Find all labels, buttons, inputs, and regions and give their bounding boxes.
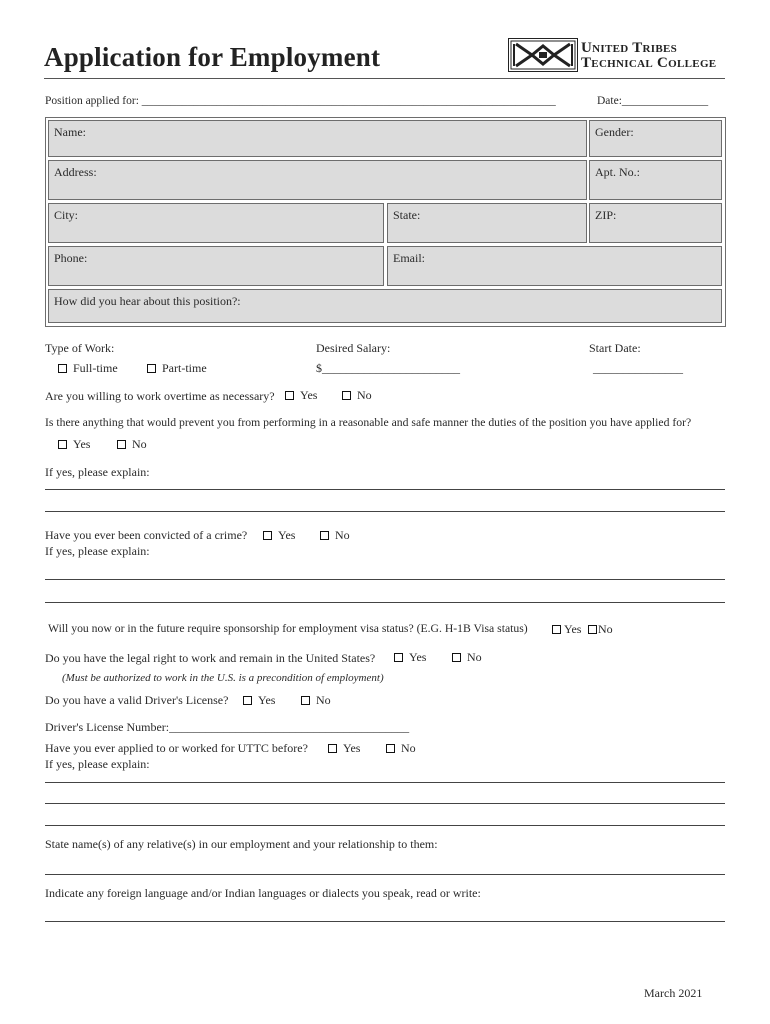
state-field[interactable]: [387, 203, 587, 243]
uttc-no-option[interactable]: [386, 741, 416, 756]
prevent-no-checkbox[interactable]: [117, 440, 126, 449]
overtime-yes-option[interactable]: [285, 388, 317, 403]
relatives-line[interactable]: [45, 874, 725, 875]
crime-yes-label: Yes: [278, 528, 296, 542]
license-no-option[interactable]: [301, 693, 331, 708]
crime-question: Have you ever been convicted of a crime?: [45, 528, 248, 542]
sponsorship-no-option[interactable]: [588, 622, 613, 637]
uttc-explain-line-2[interactable]: [45, 803, 725, 804]
license-number-label[interactable]: Driver's License Number:________________________________________: [45, 720, 410, 734]
prevent-no-label: No: [132, 437, 147, 451]
name-field[interactable]: [48, 120, 587, 157]
start-date-label: Start Date:: [589, 341, 641, 355]
sponsorship-no-checkbox[interactable]: [588, 625, 597, 634]
legal-right-question: Do you have the legal right to work and remain in the United States?: [45, 651, 376, 665]
address-field[interactable]: [48, 160, 587, 200]
college-name-line2: Technical College: [581, 55, 717, 71]
city-field[interactable]: [48, 203, 384, 243]
date-label[interactable]: Date:_______________: [597, 95, 709, 107]
languages-question: Indicate any foreign language and/or Indian languages or dialects you speak, read or write:: [45, 886, 481, 900]
email-label: Email:: [393, 251, 425, 265]
license-no-checkbox[interactable]: [301, 696, 310, 705]
email-field[interactable]: [387, 246, 722, 286]
legal-yes-checkbox[interactable]: [394, 653, 403, 662]
uttc-yes-option[interactable]: [328, 741, 360, 756]
desired-salary-blank[interactable]: $_______________________: [316, 361, 460, 375]
uttc-no-label: No: [401, 741, 416, 755]
address-label: Address:: [54, 165, 97, 179]
position-applied-label[interactable]: Position applied for: ________________________________________________________________________: [45, 95, 556, 107]
type-of-work-label: Type of Work:: [45, 341, 115, 355]
fulltime-checkbox[interactable]: [58, 364, 67, 373]
legal-no-label: No: [467, 650, 482, 664]
crime-explain-line-2[interactable]: [45, 602, 725, 603]
fulltime-label: Full-time: [73, 361, 118, 375]
prevent-no-option[interactable]: [117, 437, 147, 452]
crime-explain-label: If yes, please explain:: [45, 544, 150, 558]
state-label: State:: [393, 208, 421, 222]
sponsorship-no-label: No: [598, 622, 613, 636]
phone-label: Phone:: [54, 251, 88, 265]
city-label: City:: [54, 208, 79, 222]
crime-explain-line-1[interactable]: [45, 579, 725, 580]
uttc-yes-checkbox[interactable]: [328, 744, 337, 753]
license-no-label: No: [316, 693, 331, 707]
sponsorship-yes-label: Yes: [564, 622, 582, 636]
uttc-yes-label: Yes: [343, 741, 361, 755]
prevent-question: Is there anything that would prevent you from performing in a reasonable and safe manner the duties of the position you have applied for?: [45, 416, 692, 429]
authorized-note: (Must be authorized to work in the U.S. is a precondition of employment): [62, 672, 384, 684]
legal-no-option[interactable]: [452, 650, 482, 665]
footer-date: March 2021: [644, 986, 703, 1000]
prevent-yes-label: Yes: [73, 437, 91, 451]
zip-field[interactable]: [589, 203, 722, 243]
zip-label: ZIP:: [595, 208, 617, 222]
overtime-yes-label: Yes: [300, 388, 318, 402]
crime-no-label: No: [335, 528, 350, 542]
uttc-no-checkbox[interactable]: [386, 744, 395, 753]
languages-line[interactable]: [45, 921, 725, 922]
logo-emblem-icon: [508, 38, 578, 72]
uttc-explain-label: If yes, please explain:: [45, 757, 150, 771]
sponsorship-yes-option[interactable]: [552, 622, 581, 637]
crime-yes-checkbox[interactable]: [263, 531, 272, 540]
hear-about-label: How did you hear about this position?:: [54, 294, 241, 308]
fulltime-option[interactable]: [58, 361, 118, 376]
name-label: Name:: [54, 125, 86, 139]
parttime-option[interactable]: [147, 361, 207, 376]
apt-label: Apt. No.:: [595, 165, 640, 179]
parttime-label: Part-time: [162, 361, 207, 375]
start-date-blank[interactable]: _______________: [593, 361, 683, 375]
uttc-explain-line-3[interactable]: [45, 825, 725, 826]
sponsorship-yes-checkbox[interactable]: [552, 625, 561, 634]
page-title: Application for Employment: [44, 42, 381, 72]
crime-no-checkbox[interactable]: [320, 531, 329, 540]
overtime-no-label: No: [357, 388, 372, 402]
license-yes-option[interactable]: [243, 693, 275, 708]
college-name: [581, 41, 716, 71]
apt-field[interactable]: [589, 160, 722, 200]
sponsorship-question: Will you now or in the future require sponsorship for employment visa status? (E.G. H-1B Visa status): [48, 622, 528, 635]
crime-yes-option[interactable]: [263, 528, 295, 543]
gender-label: Gender:: [595, 125, 634, 139]
license-question: Do you have a valid Driver's License?: [45, 693, 229, 707]
license-yes-label: Yes: [258, 693, 276, 707]
overtime-no-option[interactable]: [342, 388, 372, 403]
prevent-explain-line-2[interactable]: [45, 511, 725, 512]
college-name-line1: United Tribes: [581, 40, 678, 56]
overtime-no-checkbox[interactable]: [342, 391, 351, 400]
legal-no-checkbox[interactable]: [452, 653, 461, 662]
legal-yes-option[interactable]: [394, 650, 426, 665]
crime-no-option[interactable]: [320, 528, 350, 543]
hear-about-field[interactable]: [48, 289, 722, 323]
prevent-explain-line-1[interactable]: [45, 489, 725, 490]
phone-field[interactable]: [48, 246, 384, 286]
parttime-checkbox[interactable]: [147, 364, 156, 373]
prevent-explain-label: If yes, please explain:: [45, 465, 150, 479]
uttc-explain-line-1[interactable]: [45, 782, 725, 783]
college-logo: [508, 38, 578, 72]
prevent-yes-checkbox[interactable]: [58, 440, 67, 449]
legal-yes-label: Yes: [409, 650, 427, 664]
overtime-question: Are you willing to work overtime as necessary?: [45, 389, 275, 403]
header-rule: [44, 78, 725, 79]
desired-salary-label: Desired Salary:: [316, 341, 391, 355]
overtime-yes-checkbox[interactable]: [285, 391, 294, 400]
uttc-question: Have you ever applied to or worked for UTTC before?: [45, 741, 308, 755]
relatives-question: State name(s) of any relative(s) in our employment and your relationship to them:: [45, 837, 438, 851]
prevent-yes-option[interactable]: [58, 437, 90, 452]
gender-field[interactable]: [589, 120, 722, 157]
license-yes-checkbox[interactable]: [243, 696, 252, 705]
